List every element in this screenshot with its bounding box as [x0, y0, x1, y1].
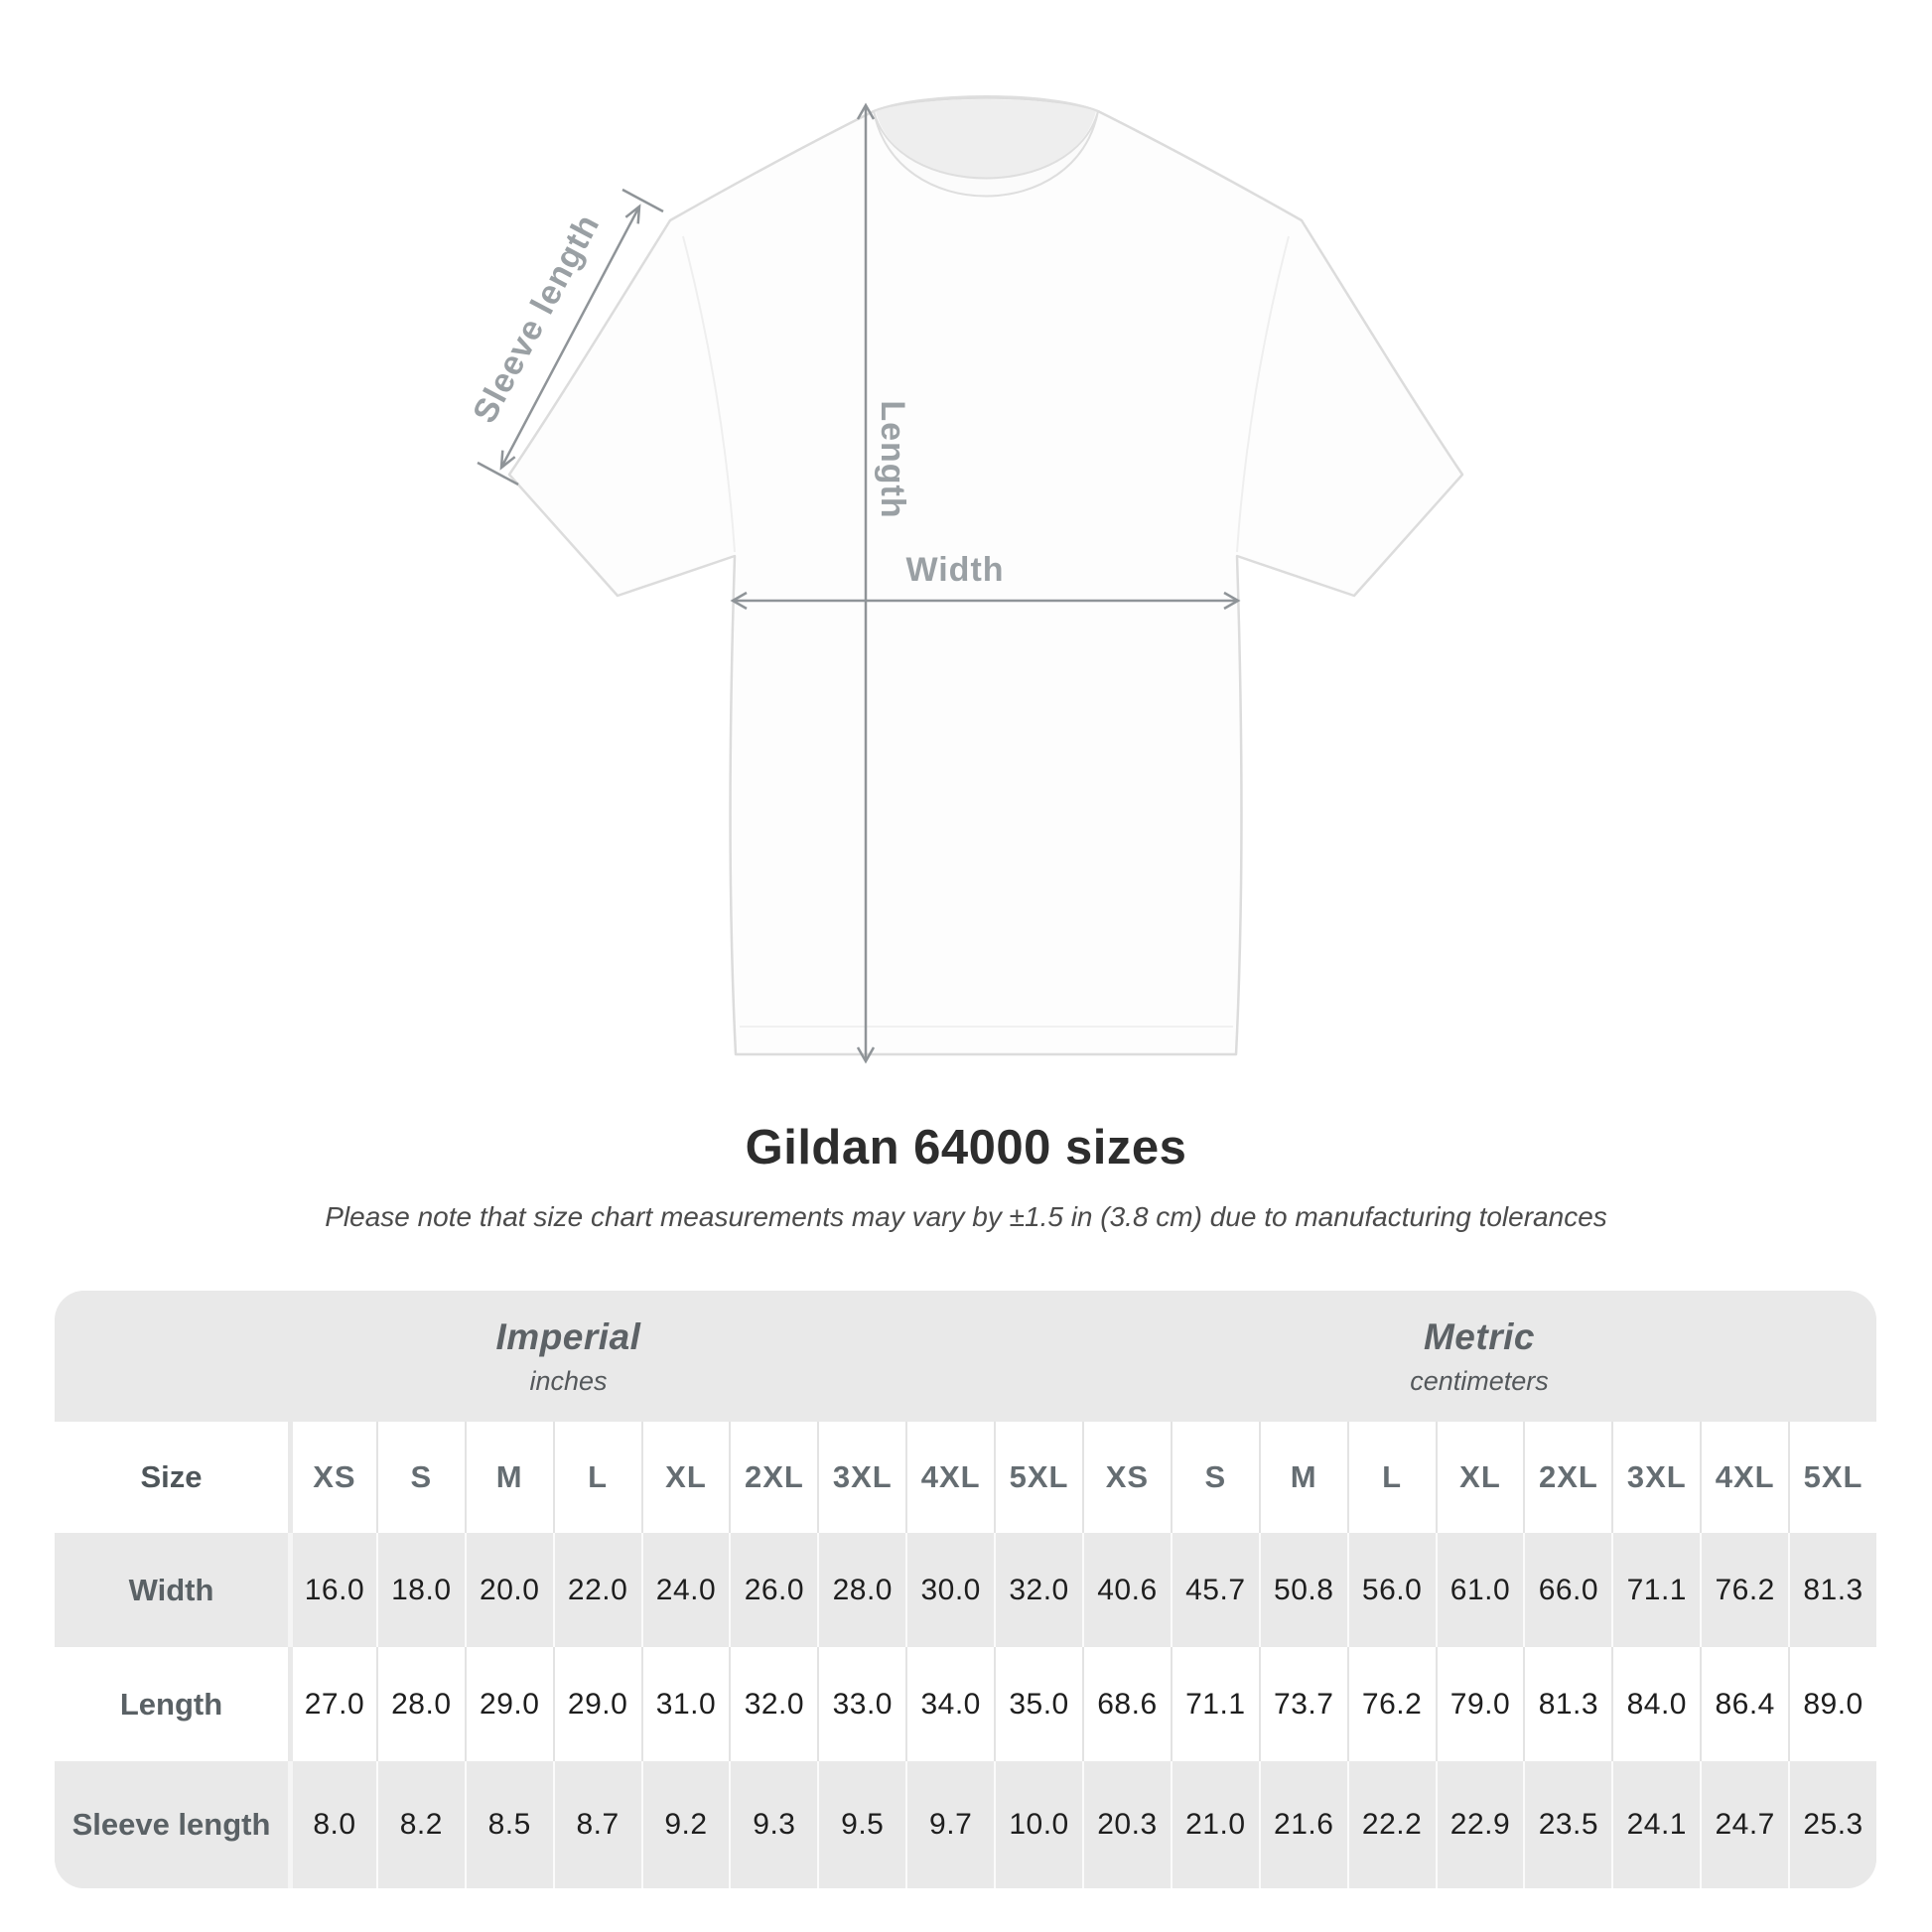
cell-sleeve-length-metric-xs: 20.3: [1082, 1761, 1171, 1888]
cell-width-metric-m: 50.8: [1259, 1533, 1347, 1647]
cell-width-metric-2xl: 66.0: [1523, 1533, 1611, 1647]
cell-width-imperial-l: 22.0: [553, 1533, 641, 1647]
size-header-metric-xl: XL: [1436, 1422, 1524, 1533]
imperial-unit-sub: inches: [529, 1365, 608, 1396]
cell-sleeve-length-metric-xl: 22.9: [1436, 1761, 1524, 1888]
size-header-metric-2xl: 2XL: [1523, 1422, 1611, 1533]
cell-width-metric-4xl: 76.2: [1700, 1533, 1788, 1647]
cell-sleeve-length-imperial-l: 8.7: [553, 1761, 641, 1888]
cell-sleeve-length-imperial-4xl: 9.7: [905, 1761, 994, 1888]
cell-width-imperial-5xl: 32.0: [994, 1533, 1082, 1647]
cell-width-imperial-xs: 16.0: [288, 1533, 376, 1647]
cell-length-metric-2xl: 81.3: [1523, 1647, 1611, 1761]
size-header-imperial-m: M: [465, 1422, 553, 1533]
size-header-metric-m: M: [1259, 1422, 1347, 1533]
cell-sleeve-length-imperial-3xl: 9.5: [817, 1761, 905, 1888]
cell-sleeve-length-metric-4xl: 24.7: [1700, 1761, 1788, 1888]
page-title: Gildan 64000 sizes: [745, 1121, 1187, 1174]
size-header-imperial-xs: XS: [288, 1422, 376, 1533]
cell-length-imperial-l: 29.0: [553, 1647, 641, 1761]
cell-length-metric-s: 71.1: [1171, 1647, 1259, 1761]
cell-width-imperial-m: 20.0: [465, 1533, 553, 1647]
metric-unit-name: Metric: [1423, 1315, 1535, 1357]
size-header-metric-4xl: 4XL: [1700, 1422, 1788, 1533]
cell-length-imperial-xs: 27.0: [288, 1647, 376, 1761]
cell-length-imperial-xl: 31.0: [641, 1647, 730, 1761]
size-header-imperial-l: L: [553, 1422, 641, 1533]
size-header-imperial-3xl: 3XL: [817, 1422, 905, 1533]
cell-length-metric-5xl: 89.0: [1788, 1647, 1876, 1761]
cell-width-metric-s: 45.7: [1171, 1533, 1259, 1647]
row-label-sleeve-length: Sleeve length: [55, 1761, 288, 1888]
size-header-metric-5xl: 5XL: [1788, 1422, 1876, 1533]
imperial-unit-name: Imperial: [495, 1315, 641, 1357]
cell-width-metric-5xl: 81.3: [1788, 1533, 1876, 1647]
size-header-imperial-xl: XL: [641, 1422, 730, 1533]
cell-width-imperial-2xl: 26.0: [729, 1533, 817, 1647]
cell-length-imperial-2xl: 32.0: [729, 1647, 817, 1761]
size-header-imperial-5xl: 5XL: [994, 1422, 1082, 1533]
tolerance-note: Please note that size chart measurements may vary by ±1.5 in (3.8 cm) due to manufacturing tolerances: [325, 1201, 1607, 1232]
size-header-imperial-4xl: 4XL: [905, 1422, 994, 1533]
cell-sleeve-length-metric-s: 21.0: [1171, 1761, 1259, 1888]
size-header-metric-xs: XS: [1082, 1422, 1171, 1533]
cell-sleeve-length-metric-l: 22.2: [1347, 1761, 1436, 1888]
cell-length-imperial-4xl: 34.0: [905, 1647, 994, 1761]
cell-width-imperial-xl: 24.0: [641, 1533, 730, 1647]
cell-width-metric-xs: 40.6: [1082, 1533, 1171, 1647]
cell-length-metric-4xl: 86.4: [1700, 1647, 1788, 1761]
cell-width-metric-xl: 61.0: [1436, 1533, 1524, 1647]
cell-width-imperial-3xl: 28.0: [817, 1533, 905, 1647]
cell-sleeve-length-imperial-xs: 8.0: [288, 1761, 376, 1888]
cell-width-metric-3xl: 71.1: [1611, 1533, 1700, 1647]
width-dimension-label: Width: [905, 551, 1005, 589]
cell-length-metric-l: 76.2: [1347, 1647, 1436, 1761]
cell-length-imperial-s: 28.0: [376, 1647, 465, 1761]
sleeve-dimension-label: Sleeve length: [466, 207, 608, 430]
cell-sleeve-length-imperial-s: 8.2: [376, 1761, 465, 1888]
imperial-unit-header: [55, 1291, 1082, 1422]
cell-length-metric-xs: 68.6: [1082, 1647, 1171, 1761]
cell-length-metric-m: 73.7: [1259, 1647, 1347, 1761]
metric-unit-sub: centimeters: [1410, 1365, 1549, 1396]
cell-width-metric-l: 56.0: [1347, 1533, 1436, 1647]
size-header-imperial-2xl: 2XL: [729, 1422, 817, 1533]
size-table: [55, 1291, 1876, 1888]
cell-sleeve-length-imperial-xl: 9.2: [641, 1761, 730, 1888]
cell-sleeve-length-imperial-m: 8.5: [465, 1761, 553, 1888]
size-header-metric-l: L: [1347, 1422, 1436, 1533]
length-dimension-label: Length: [874, 400, 911, 519]
row-label-width: Width: [55, 1533, 288, 1647]
cell-sleeve-length-metric-2xl: 23.5: [1523, 1761, 1611, 1888]
cell-sleeve-length-imperial-5xl: 10.0: [994, 1761, 1082, 1888]
row-label-length: Length: [55, 1647, 288, 1761]
cell-length-imperial-5xl: 35.0: [994, 1647, 1082, 1761]
cell-sleeve-length-metric-5xl: 25.3: [1788, 1761, 1876, 1888]
size-column-label: Size: [55, 1422, 288, 1533]
cell-sleeve-length-metric-3xl: 24.1: [1611, 1761, 1700, 1888]
metric-unit-header: [1082, 1291, 1876, 1422]
cell-sleeve-length-metric-m: 21.6: [1259, 1761, 1347, 1888]
size-header-metric-3xl: 3XL: [1611, 1422, 1700, 1533]
cell-width-imperial-4xl: 30.0: [905, 1533, 994, 1647]
cell-length-imperial-m: 29.0: [465, 1647, 553, 1761]
cell-length-metric-3xl: 84.0: [1611, 1647, 1700, 1761]
cell-length-imperial-3xl: 33.0: [817, 1647, 905, 1761]
cell-length-metric-xl: 79.0: [1436, 1647, 1524, 1761]
cell-width-imperial-s: 18.0: [376, 1533, 465, 1647]
size-header-metric-s: S: [1171, 1422, 1259, 1533]
cell-sleeve-length-imperial-2xl: 9.3: [729, 1761, 817, 1888]
size-header-imperial-s: S: [376, 1422, 465, 1533]
